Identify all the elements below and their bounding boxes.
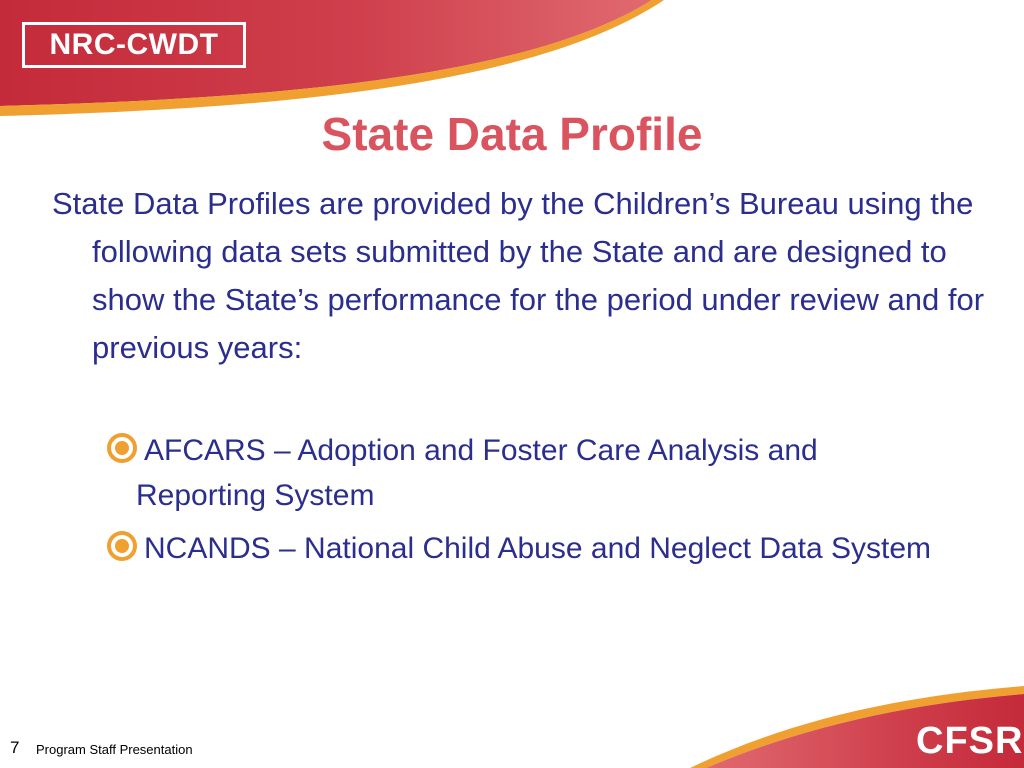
slide-title: State Data Profile: [321, 108, 703, 160]
list-item-text: AFCARS – Adoption and Foster Care Analysis and Reporting System: [136, 434, 818, 512]
data-set-list: [104, 428, 934, 579]
list-item-ncands: [104, 526, 934, 571]
list-item-afcars: [104, 428, 934, 518]
list-item-text: NCANDS – National Child Abuse and Neglect Data System: [144, 532, 932, 565]
target-bullet-icon: [106, 432, 138, 464]
cfsr-logo: CFSR: [916, 720, 1024, 762]
footer-label: Program Staff Presentation: [36, 742, 193, 757]
nrc-cwdt-logo: NRC-CWDT: [22, 22, 246, 68]
slide-number: 7: [10, 738, 20, 757]
target-bullet-icon: [106, 530, 138, 562]
body-paragraph: State Data Profiles are provided by the Children’s Bureau using the following data sets submitted by the State and are designed to show the State’s performance for the period under review and for previous years:: [52, 186, 985, 365]
